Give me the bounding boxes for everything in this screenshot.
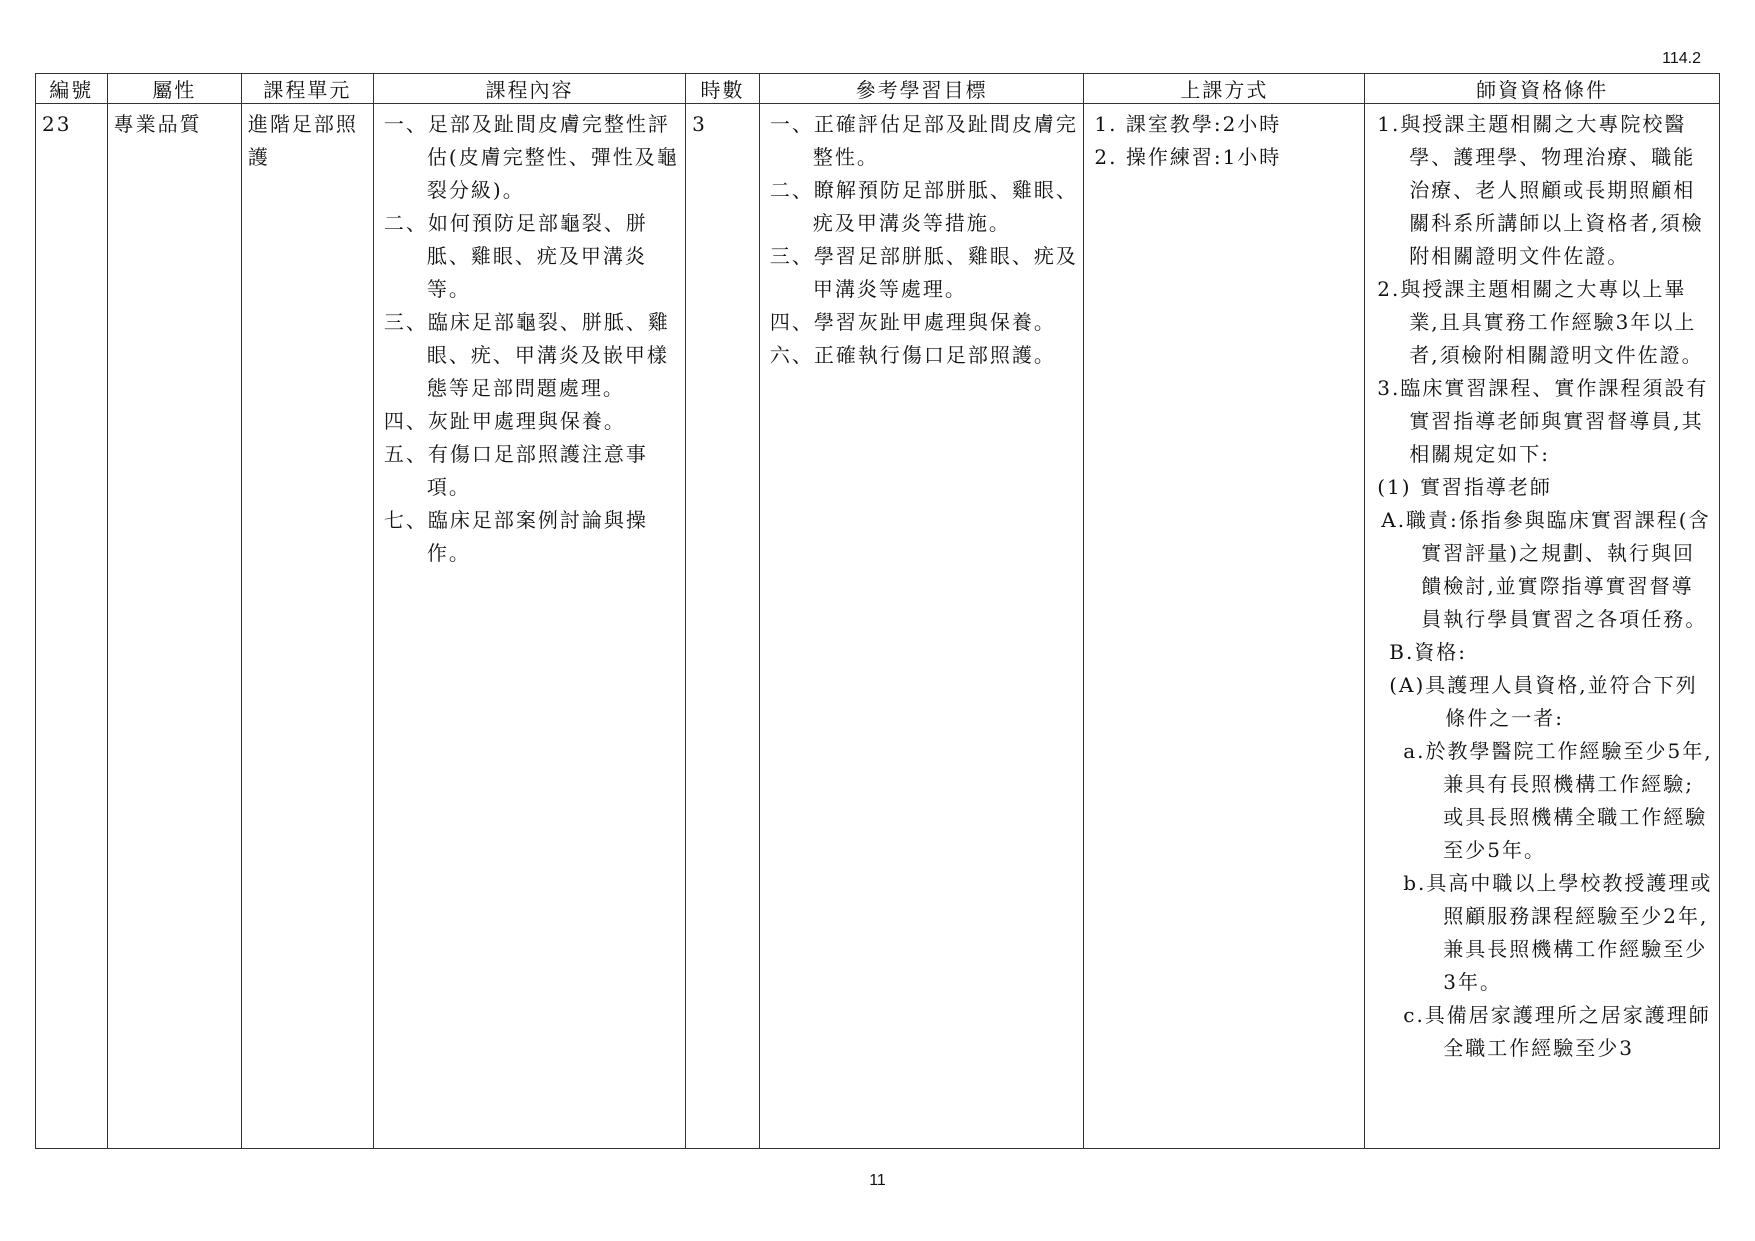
content-item: 七、臨床足部案例討論與操作。 [383, 508, 648, 565]
row-unit: 進階足部照護 [247, 112, 358, 169]
col-header-hours: 時數 [686, 74, 760, 104]
method-item: 2. 操作練習:1小時 [1094, 145, 1282, 169]
cell-attribute [107, 104, 241, 1149]
cell-content [373, 104, 685, 1149]
col-header-number: 編號 [36, 74, 108, 104]
objective-item: 四、學習灰趾甲處理與保養。 [769, 310, 1056, 334]
cell-methods [1084, 104, 1365, 1149]
qualification-item: 3.臨床實習課程、實作課程須設有實習指導老師與實習督導員,其相關規定如下: [1377, 376, 1709, 466]
content-item: 一、足部及趾間皮膚完整性評估(皮膚完整性、彈性及龜裂分級)。 [383, 112, 679, 202]
header-row [36, 74, 1720, 104]
col-header-qualifications: 師資資格條件 [1365, 74, 1720, 104]
col-header-objectives: 參考學習目標 [759, 74, 1083, 104]
cell-unit [241, 104, 373, 1149]
cell-qualifications [1365, 104, 1720, 1149]
row-attribute: 專業品質 [113, 112, 202, 136]
content-item: 二、如何預防足部龜裂、胼胝、雞眼、疣及甲溝炎等。 [383, 211, 648, 301]
method-item: 1. 課室教學:2小時 [1094, 112, 1282, 136]
qualification-subheading: (1) 實習指導老師 [1377, 475, 1552, 499]
col-header-methods: 上課方式 [1084, 74, 1365, 104]
col-header-content: 課程內容 [373, 74, 685, 104]
cell-hours [686, 104, 760, 1149]
content-item: 三、臨床足部龜裂、胼胝、雞眼、疣、甲溝炎及嵌甲樣態等足部問題處理。 [383, 310, 670, 400]
objective-item: 二、瞭解預防足部胼胝、雞眼、疣及甲溝炎等措施。 [769, 178, 1078, 235]
qualification-item: 1.與授課主題相關之大專院校醫學、護理學、物理治療、職能治療、老人照顧或長期照顧相關科系所講師以上資格者,須檢附相關證明文件佐證。 [1377, 112, 1704, 268]
content-item: 五、有傷口足部照護注意事項。 [383, 442, 648, 499]
qualification-subitem: b.具高中職以上學校教授護理或照顧服務課程經驗至少2年,兼具長照機構工作經驗至少3年。 [1403, 871, 1713, 994]
row-hours: 3 [692, 112, 707, 136]
objective-item: 六、正確執行傷口足部照護。 [769, 343, 1056, 367]
col-header-unit: 課程單元 [241, 74, 373, 104]
objective-item: 一、正確評估足部及趾間皮膚完整性。 [769, 112, 1078, 169]
table-row [36, 104, 1720, 1149]
qualification-item: 2.與授課主題相關之大專以上畢業,且具實務工作經驗3年以上者,須檢附相關證明文件佐證。 [1377, 277, 1704, 367]
qualification-subitem: a.於教學醫院工作經驗至少5年,兼具有長照機構工作經驗;或具長照機構全職工作經驗至少5年。 [1403, 739, 1713, 862]
objective-item: 三、學習足部胼胝、雞眼、疣及甲溝炎等處理。 [769, 244, 1078, 301]
qualification-subitem: c.具備居家護理所之居家護理師全職工作經驗至少3 [1403, 1003, 1711, 1060]
cell-objectives [759, 104, 1083, 1149]
qualification-subitem: (A)具護理人員資格,並符合下列條件之一者: [1389, 673, 1698, 730]
page-number: 11 [869, 1172, 886, 1189]
qualification-subitem: A.職責:係指參與臨床實習課程(含實習評量)之規劃、執行與回饋檢討,並實際指導實習督導員執行學員實習之各項任務。 [1381, 508, 1711, 631]
course-table [35, 73, 1720, 1149]
content-item: 四、灰趾甲處理與保養。 [383, 409, 626, 433]
row-number: 23 [42, 112, 72, 136]
col-header-attribute: 屬性 [107, 74, 241, 104]
cell-number [36, 104, 108, 1149]
qualification-subitem: B.資格: [1389, 640, 1468, 664]
document-version: 114.2 [1662, 50, 1701, 67]
